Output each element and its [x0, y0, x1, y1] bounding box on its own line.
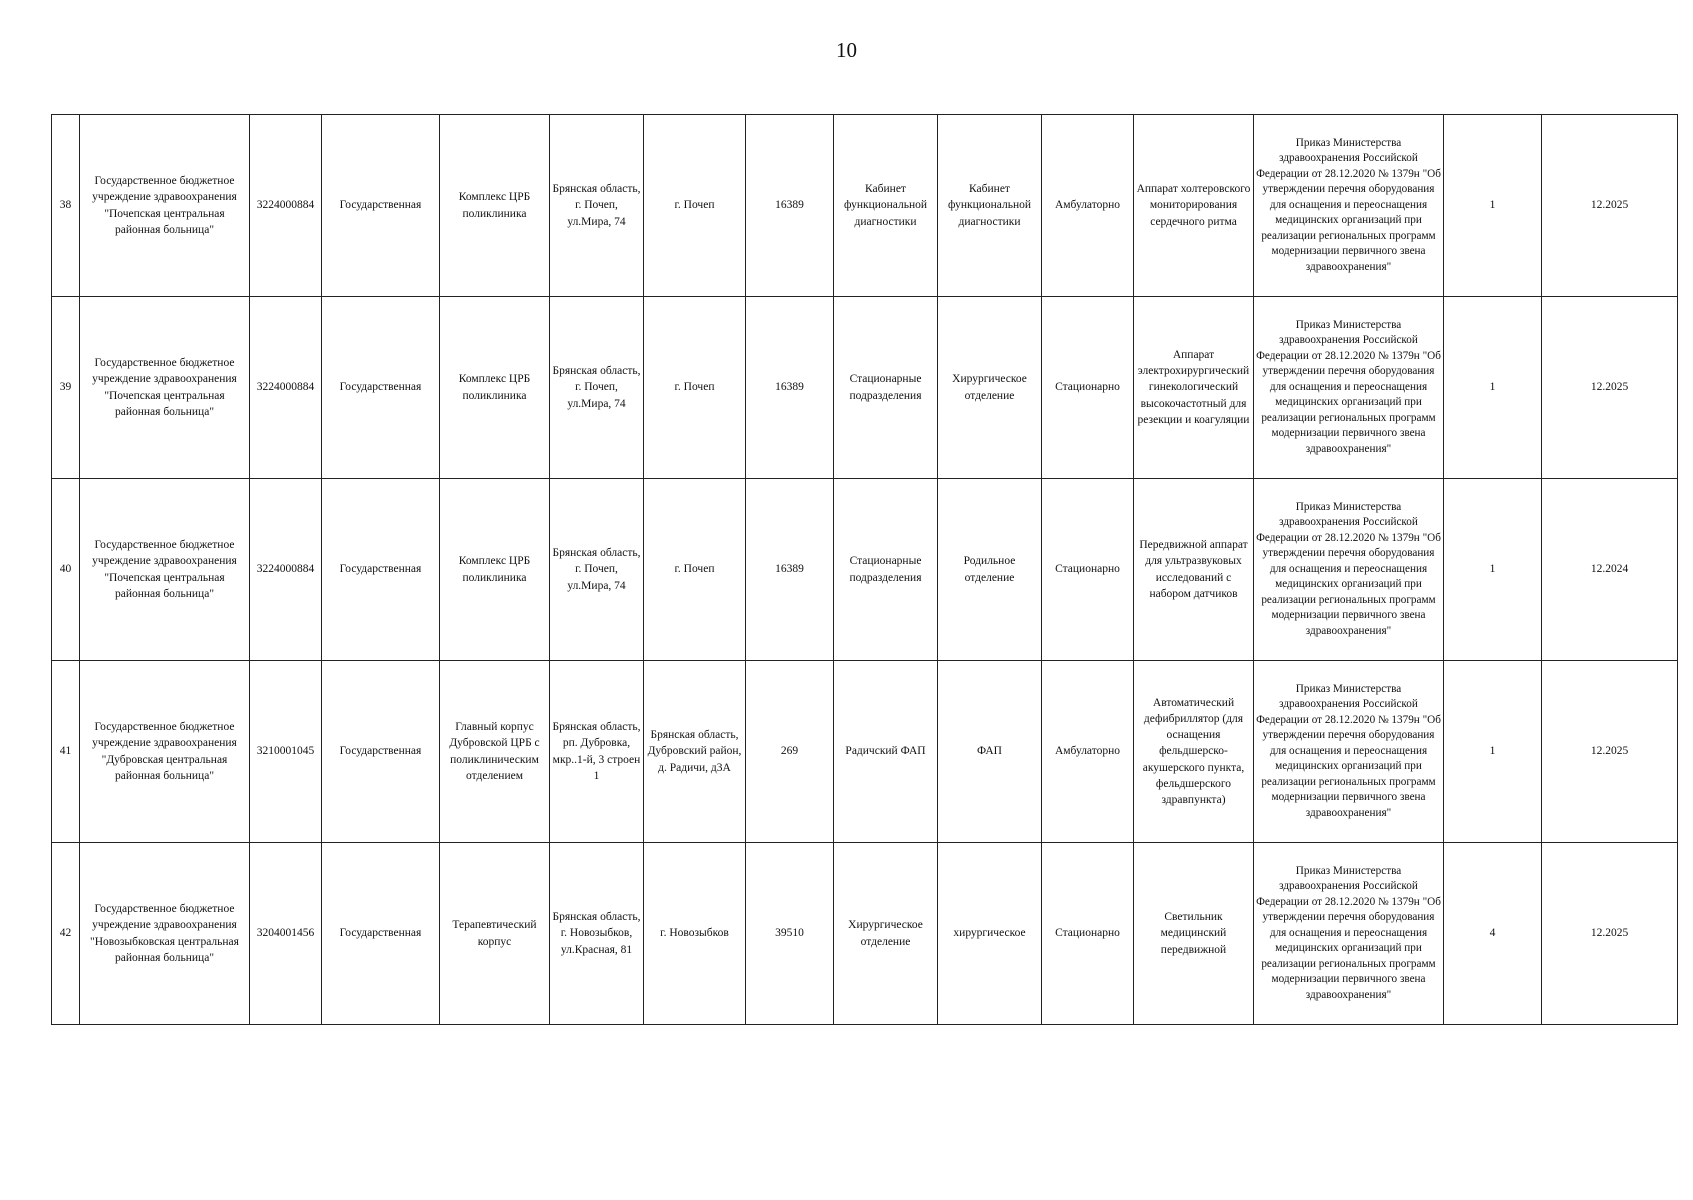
table-row [52, 661, 1678, 843]
care-type-cell: Стационарно [1042, 479, 1134, 661]
department-cell: Родильное отделение [938, 479, 1042, 661]
inn-cell: 3224000884 [250, 479, 322, 661]
address-cell: Брянская область, г. Почеп, ул.Мира, 74 [550, 479, 644, 661]
building-cell: Комплекс ЦРБ поликлиника [440, 479, 550, 661]
basis-cell: Приказ Министерства здравоохранения Российской Федерации от 28.12.2020 № 1379н "Об утверждении перечня оборудования для оснащения и переоснащения медицинских организаций при реализации региональных программ модернизации первичного звена здравоохранения" [1254, 297, 1444, 479]
basis-cell: Приказ Министерства здравоохранения Российской Федерации от 28.12.2020 № 1379н "Об утверждении перечня оборудования для оснащения и переоснащения медицинских организаций при реализации региональных программ модернизации первичного звена здравоохранения" [1254, 843, 1444, 1025]
inn-cell: 3210001045 [250, 661, 322, 843]
department-cell: хирургическое [938, 843, 1042, 1025]
population-cell: 16389 [746, 297, 834, 479]
equipment-cell: Аппарат электрохирургический гинекологический высокочастотный для резекции и коагуляции [1134, 297, 1254, 479]
building-cell: Комплекс ЦРБ поликлиника [440, 297, 550, 479]
table-row [52, 297, 1678, 479]
row-number: 42 [52, 843, 80, 1025]
row-number: 38 [52, 115, 80, 297]
care-type-cell: Стационарно [1042, 843, 1134, 1025]
unit-cell: Стационарные подразделения [834, 297, 938, 479]
equipment-cell: Передвижной аппарат для ультразвуковых исследований с набором датчиков [1134, 479, 1254, 661]
locality-cell: г. Почеп [644, 297, 746, 479]
equipment-table [51, 114, 1678, 1025]
locality-cell: г. Новозыбков [644, 843, 746, 1025]
organization-cell: Государственное бюджетное учреждение здравоохранения "Новозыбковская центральная районная больница" [80, 843, 250, 1025]
date-cell: 12.2025 [1542, 843, 1678, 1025]
inn-cell: 3224000884 [250, 115, 322, 297]
ownership-cell: Государственная [322, 115, 440, 297]
locality-cell: г. Почеп [644, 115, 746, 297]
building-cell: Главный корпус Дубровской ЦРБ с поликлиническим отделением [440, 661, 550, 843]
page-number: 10 [836, 38, 857, 62]
basis-cell: Приказ Министерства здравоохранения Российской Федерации от 28.12.2020 № 1379н "Об утверждении перечня оборудования для оснащения и переоснащения медицинских организаций при реализации региональных программ модернизации первичного звена здравоохранения" [1254, 115, 1444, 297]
population-cell: 39510 [746, 843, 834, 1025]
organization-cell: Государственное бюджетное учреждение здравоохранения "Дубровская центральная районная больница" [80, 661, 250, 843]
basis-cell: Приказ Министерства здравоохранения Российской Федерации от 28.12.2020 № 1379н "Об утверждении перечня оборудования для оснащения и переоснащения медицинских организаций при реализации региональных программ модернизации первичного звена здравоохранения" [1254, 479, 1444, 661]
care-type-cell: Стационарно [1042, 297, 1134, 479]
quantity-cell: 1 [1444, 115, 1542, 297]
unit-cell: Кабинет функциональной диагностики [834, 115, 938, 297]
table-row [52, 115, 1678, 297]
unit-cell: Стационарные подразделения [834, 479, 938, 661]
department-cell: Кабинет функциональной диагностики [938, 115, 1042, 297]
population-cell: 16389 [746, 115, 834, 297]
address-cell: Брянская область, г. Почеп, ул.Мира, 74 [550, 297, 644, 479]
inn-cell: 3224000884 [250, 297, 322, 479]
equipment-cell: Светильник медицинский передвижной [1134, 843, 1254, 1025]
inn-cell: 3204001456 [250, 843, 322, 1025]
care-type-cell: Амбулаторно [1042, 661, 1134, 843]
row-number: 40 [52, 479, 80, 661]
date-cell: 12.2025 [1542, 297, 1678, 479]
table-row [52, 479, 1678, 661]
building-cell: Терапевтический корпус [440, 843, 550, 1025]
equipment-cell: Автоматический дефибриллятор (для оснащения фельдшерско-акушерского пункта, фельдшерского здравпункта) [1134, 661, 1254, 843]
locality-cell: Брянская область, Дубровский район, д. Радичи, д3А [644, 661, 746, 843]
table-row [52, 843, 1678, 1025]
address-cell: Брянская область, рп. Дубровка, мкр..1-й, 3 строен 1 [550, 661, 644, 843]
quantity-cell: 4 [1444, 843, 1542, 1025]
date-cell: 12.2024 [1542, 479, 1678, 661]
department-cell: ФАП [938, 661, 1042, 843]
organization-cell: Государственное бюджетное учреждение здравоохранения "Почепская центральная районная больница" [80, 479, 250, 661]
row-number: 39 [52, 297, 80, 479]
date-cell: 12.2025 [1542, 661, 1678, 843]
locality-cell: г. Почеп [644, 479, 746, 661]
organization-cell: Государственное бюджетное учреждение здравоохранения "Почепская центральная районная больница" [80, 115, 250, 297]
department-cell: Хирургическое отделение [938, 297, 1042, 479]
equipment-cell: Аппарат холтеровского мониторирования сердечного ритма [1134, 115, 1254, 297]
organization-cell: Государственное бюджетное учреждение здравоохранения "Почепская центральная районная больница" [80, 297, 250, 479]
date-cell: 12.2025 [1542, 115, 1678, 297]
population-cell: 269 [746, 661, 834, 843]
quantity-cell: 1 [1444, 297, 1542, 479]
quantity-cell: 1 [1444, 479, 1542, 661]
row-number: 41 [52, 661, 80, 843]
ownership-cell: Государственная [322, 661, 440, 843]
ownership-cell: Государственная [322, 479, 440, 661]
unit-cell: Хирургическое отделение [834, 843, 938, 1025]
population-cell: 16389 [746, 479, 834, 661]
address-cell: Брянская область, г. Почеп, ул.Мира, 74 [550, 115, 644, 297]
ownership-cell: Государственная [322, 297, 440, 479]
basis-cell: Приказ Министерства здравоохранения Российской Федерации от 28.12.2020 № 1379н "Об утверждении перечня оборудования для оснащения и переоснащения медицинских организаций при реализации региональных программ модернизации первичного звена здравоохранения" [1254, 661, 1444, 843]
address-cell: Брянская область, г. Новозыбков, ул.Красная, 81 [550, 843, 644, 1025]
care-type-cell: Амбулаторно [1042, 115, 1134, 297]
unit-cell: Радичский ФАП [834, 661, 938, 843]
quantity-cell: 1 [1444, 661, 1542, 843]
building-cell: Комплекс ЦРБ поликлиника [440, 115, 550, 297]
ownership-cell: Государственная [322, 843, 440, 1025]
